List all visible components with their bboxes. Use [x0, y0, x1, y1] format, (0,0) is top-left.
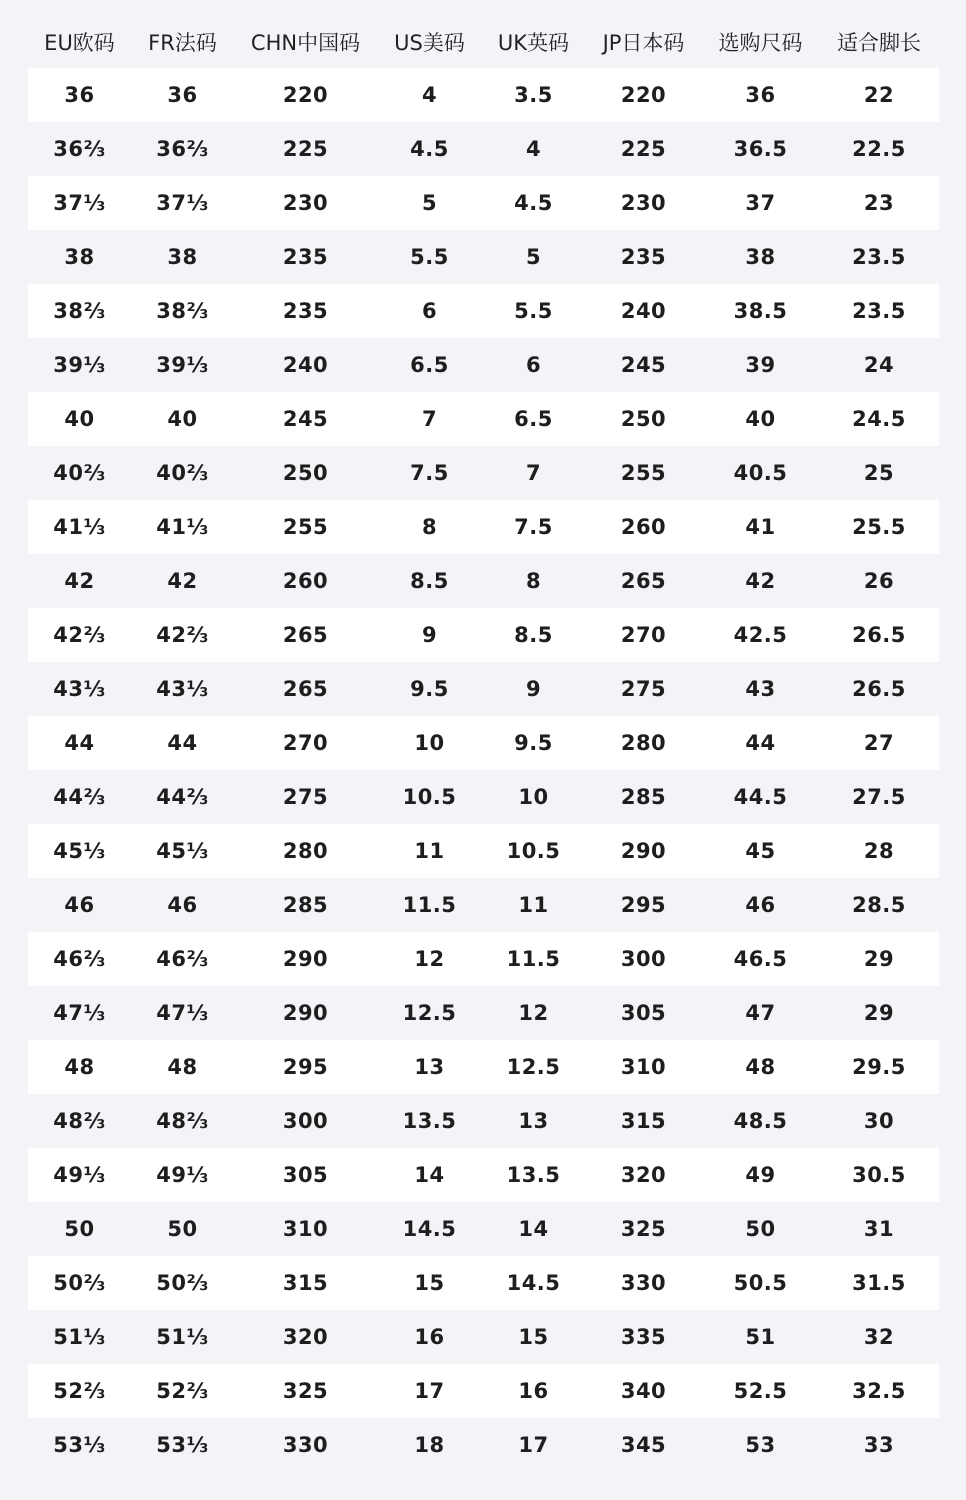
cell-chn: 310: [282, 1217, 329, 1241]
cell-foot-length: 32.5: [852, 1379, 906, 1403]
cell-chn: 220: [282, 83, 329, 107]
cell-us: 9: [421, 623, 438, 647]
cell-eu: 48⅔: [53, 1109, 106, 1133]
cell-foot-length: 26: [863, 569, 895, 593]
cell-eu: 40⅔: [53, 461, 106, 485]
cell-chn: 285: [282, 893, 329, 917]
cell-jp: 220: [620, 83, 667, 107]
cell-foot-length: 28: [863, 839, 895, 863]
cell-foot-length: 31: [863, 1217, 895, 1241]
cell-us: 16: [414, 1325, 445, 1349]
cell-purchase-size: 50: [745, 1217, 776, 1241]
cell-eu: 50: [64, 1217, 95, 1241]
cell-us: 17: [414, 1379, 445, 1403]
cell-eu: 45⅓: [53, 839, 106, 863]
cell-chn: 280: [282, 839, 329, 863]
cell-uk: 10.5: [506, 839, 561, 863]
cell-foot-length: 27.5: [852, 785, 906, 809]
cell-foot-length: 23.5: [852, 299, 906, 323]
cell-eu: 50⅔: [53, 1271, 106, 1295]
cell-eu: 41⅓: [53, 515, 106, 539]
cell-jp: 290: [620, 839, 667, 863]
cell-fr: 40⅔: [156, 461, 209, 485]
cell-us: 15: [414, 1271, 445, 1295]
table-row: [28, 770, 939, 824]
column-header-us: US美码: [394, 31, 465, 55]
cell-us: 7.5: [410, 461, 449, 485]
cell-purchase-size: 52.5: [733, 1379, 788, 1403]
column-header-jp: JP日本码: [602, 31, 685, 55]
cell-chn: 240: [282, 353, 329, 377]
column-header-uk: UK英码: [497, 31, 570, 55]
table-row: [28, 1418, 939, 1472]
cell-chn: 320: [282, 1325, 329, 1349]
table-row: [28, 338, 939, 392]
cell-purchase-size: 41: [745, 515, 776, 539]
cell-foot-length: 29: [863, 1001, 895, 1025]
cell-purchase-size: 44.5: [733, 785, 788, 809]
cell-uk: 9.5: [514, 731, 553, 755]
cell-jp: 235: [620, 245, 667, 269]
cell-chn: 295: [282, 1055, 329, 1079]
cell-us: 8: [421, 515, 438, 539]
cell-foot-length: 30.5: [852, 1163, 906, 1187]
cell-uk: 13: [518, 1109, 549, 1133]
cell-purchase-size: 49: [745, 1163, 776, 1187]
cell-eu: 53⅓: [53, 1433, 106, 1457]
table-header: [28, 16, 939, 68]
cell-eu: 36⅔: [53, 137, 106, 161]
cell-us: 7: [421, 407, 438, 431]
cell-eu: 52⅔: [53, 1379, 106, 1403]
cell-fr: 36⅔: [156, 137, 209, 161]
cell-chn: 330: [282, 1433, 329, 1457]
cell-eu: 49⅓: [53, 1163, 106, 1187]
cell-chn: 275: [282, 785, 329, 809]
column-header-eu: EU欧码: [44, 31, 115, 55]
cell-purchase-size: 36.5: [733, 137, 788, 161]
cell-us: 10.5: [402, 785, 457, 809]
cell-chn: 250: [282, 461, 329, 485]
cell-fr: 42⅔: [156, 623, 209, 647]
table-row: [28, 392, 939, 446]
cell-eu: 39⅓: [53, 353, 106, 377]
cell-fr: 46⅔: [156, 947, 209, 971]
cell-chn: 235: [282, 299, 329, 323]
cell-chn: 305: [282, 1163, 329, 1187]
cell-purchase-size: 44: [745, 731, 776, 755]
cell-eu: 48: [64, 1055, 95, 1079]
cell-jp: 325: [620, 1217, 667, 1241]
cell-jp: 225: [620, 137, 667, 161]
cell-fr: 41⅓: [156, 515, 209, 539]
cell-foot-length: 29.5: [852, 1055, 906, 1079]
cell-chn: 315: [282, 1271, 329, 1295]
cell-purchase-size: 48: [745, 1055, 776, 1079]
cell-eu: 42⅔: [53, 623, 106, 647]
cell-eu: 44⅔: [53, 785, 106, 809]
cell-us: 18: [414, 1433, 445, 1457]
cell-fr: 44⅔: [156, 785, 209, 809]
cell-us: 6.5: [410, 353, 449, 377]
cell-chn: 260: [282, 569, 329, 593]
cell-foot-length: 22: [863, 83, 895, 107]
table-row: [28, 500, 939, 554]
cell-jp: 265: [620, 569, 667, 593]
table-row: [28, 662, 939, 716]
cell-us: 4.5: [410, 137, 449, 161]
table-row: [28, 1148, 939, 1202]
cell-purchase-size: 45: [745, 839, 776, 863]
cell-uk: 9: [525, 677, 542, 701]
cell-jp: 245: [620, 353, 667, 377]
cell-uk: 7.5: [514, 515, 553, 539]
cell-purchase-size: 39: [745, 353, 776, 377]
table-row: [28, 1202, 939, 1256]
cell-purchase-size: 47: [745, 1001, 776, 1025]
table-row: [28, 932, 939, 986]
cell-jp: 305: [620, 1001, 667, 1025]
cell-purchase-size: 36: [745, 83, 776, 107]
cell-uk: 14: [518, 1217, 549, 1241]
cell-uk: 5: [525, 245, 542, 269]
cell-foot-length: 24: [863, 353, 895, 377]
cell-uk: 10: [518, 785, 549, 809]
cell-us: 13: [414, 1055, 445, 1079]
cell-purchase-size: 53: [745, 1433, 776, 1457]
column-header-foot-length: 适合脚长: [837, 31, 921, 55]
cell-chn: 245: [282, 407, 329, 431]
cell-fr: 38: [167, 245, 198, 269]
cell-purchase-size: 51: [745, 1325, 776, 1349]
cell-foot-length: 23.5: [852, 245, 906, 269]
cell-jp: 310: [620, 1055, 667, 1079]
cell-fr: 52⅔: [156, 1379, 209, 1403]
table-row: [28, 230, 939, 284]
cell-us: 5.5: [410, 245, 449, 269]
cell-fr: 44: [167, 731, 198, 755]
cell-us: 12: [414, 947, 445, 971]
cell-jp: 300: [620, 947, 667, 971]
cell-foot-length: 32: [863, 1325, 895, 1349]
cell-uk: 15: [518, 1325, 549, 1349]
cell-foot-length: 26.5: [852, 677, 906, 701]
column-header-purchase-size: 选购尺码: [718, 31, 803, 55]
cell-uk: 4: [525, 137, 542, 161]
cell-us: 6: [421, 299, 438, 323]
cell-chn: 290: [282, 1001, 329, 1025]
cell-uk: 6.5: [514, 407, 553, 431]
cell-uk: 12.5: [506, 1055, 561, 1079]
cell-purchase-size: 43: [745, 677, 776, 701]
cell-us: 14.5: [402, 1217, 457, 1241]
cell-chn: 255: [282, 515, 329, 539]
cell-eu: 36: [64, 83, 95, 107]
cell-purchase-size: 48.5: [733, 1109, 788, 1133]
cell-chn: 225: [282, 137, 329, 161]
cell-eu: 51⅓: [53, 1325, 106, 1349]
cell-foot-length: 25: [863, 461, 895, 485]
cell-uk: 4.5: [514, 191, 553, 215]
table-row: [28, 446, 939, 500]
cell-purchase-size: 40.5: [733, 461, 788, 485]
cell-eu: 46: [64, 893, 95, 917]
cell-jp: 295: [620, 893, 667, 917]
cell-purchase-size: 46.5: [733, 947, 788, 971]
cell-jp: 280: [620, 731, 667, 755]
cell-fr: 47⅓: [156, 1001, 209, 1025]
cell-uk: 6: [525, 353, 542, 377]
table-row: [28, 1094, 939, 1148]
cell-fr: 50: [167, 1217, 198, 1241]
cell-chn: 300: [282, 1109, 329, 1133]
cell-foot-length: 33: [863, 1433, 895, 1457]
cell-eu: 38: [64, 245, 95, 269]
cell-jp: 275: [620, 677, 667, 701]
cell-uk: 5.5: [514, 299, 553, 323]
cell-chn: 290: [282, 947, 329, 971]
cell-chn: 325: [282, 1379, 329, 1403]
cell-eu: 46⅔: [53, 947, 106, 971]
cell-purchase-size: 42: [745, 569, 776, 593]
cell-jp: 250: [620, 407, 667, 431]
cell-purchase-size: 38.5: [733, 299, 788, 323]
cell-fr: 49⅓: [156, 1163, 209, 1187]
cell-foot-length: 24.5: [852, 407, 906, 431]
cell-fr: 51⅓: [156, 1325, 209, 1349]
cell-uk: 13.5: [506, 1163, 561, 1187]
cell-fr: 50⅔: [156, 1271, 209, 1295]
table-row: [28, 1310, 939, 1364]
cell-fr: 38⅔: [156, 299, 209, 323]
column-header-chn: CHN中国码: [250, 31, 361, 55]
cell-jp: 270: [620, 623, 667, 647]
cell-purchase-size: 40: [745, 407, 776, 431]
cell-chn: 265: [282, 623, 329, 647]
cell-foot-length: 26.5: [852, 623, 906, 647]
table-row: [28, 176, 939, 230]
cell-fr: 48⅔: [156, 1109, 209, 1133]
cell-uk: 11: [518, 893, 549, 917]
cell-eu: 44: [64, 731, 95, 755]
cell-uk: 17: [518, 1433, 549, 1457]
cell-purchase-size: 50.5: [733, 1271, 788, 1295]
table-body: [28, 68, 939, 1472]
cell-us: 4: [421, 83, 438, 107]
cell-uk: 8.5: [514, 623, 553, 647]
cell-jp: 255: [620, 461, 667, 485]
cell-purchase-size: 37: [745, 191, 776, 215]
cell-fr: 42: [167, 569, 198, 593]
column-header-fr: FR法码: [148, 31, 217, 55]
cell-eu: 43⅓: [53, 677, 106, 701]
cell-chn: 270: [282, 731, 329, 755]
cell-chn: 235: [282, 245, 329, 269]
table-row: [28, 1364, 939, 1418]
cell-fr: 43⅓: [156, 677, 209, 701]
cell-chn: 230: [282, 191, 329, 215]
cell-fr: 48: [167, 1055, 198, 1079]
table-row: [28, 122, 939, 176]
table-row: [28, 608, 939, 662]
cell-uk: 3.5: [514, 83, 553, 107]
shoe-size-table: [28, 16, 939, 1472]
cell-eu: 42: [64, 569, 95, 593]
cell-purchase-size: 42.5: [733, 623, 788, 647]
table-row: [28, 878, 939, 932]
cell-uk: 7: [525, 461, 542, 485]
cell-uk: 14.5: [506, 1271, 561, 1295]
cell-chn: 265: [282, 677, 329, 701]
table-row: [28, 986, 939, 1040]
cell-fr: 37⅓: [156, 191, 209, 215]
table-row: [28, 554, 939, 608]
cell-jp: 340: [620, 1379, 667, 1403]
cell-eu: 37⅓: [53, 191, 106, 215]
cell-us: 14: [414, 1163, 445, 1187]
cell-us: 13.5: [402, 1109, 457, 1133]
cell-fr: 45⅓: [156, 839, 209, 863]
cell-eu: 38⅔: [53, 299, 106, 323]
cell-purchase-size: 46: [745, 893, 776, 917]
table-row: [28, 824, 939, 878]
cell-fr: 39⅓: [156, 353, 209, 377]
cell-foot-length: 25.5: [852, 515, 906, 539]
cell-jp: 285: [620, 785, 667, 809]
cell-us: 12.5: [402, 1001, 457, 1025]
cell-jp: 345: [620, 1433, 667, 1457]
cell-us: 11.5: [402, 893, 457, 917]
cell-foot-length: 30: [863, 1109, 895, 1133]
cell-fr: 40: [167, 407, 198, 431]
cell-jp: 335: [620, 1325, 667, 1349]
cell-us: 5: [421, 191, 438, 215]
cell-jp: 315: [620, 1109, 667, 1133]
cell-foot-length: 31.5: [852, 1271, 906, 1295]
cell-foot-length: 22.5: [852, 137, 906, 161]
cell-us: 9.5: [410, 677, 449, 701]
cell-us: 10: [414, 731, 445, 755]
cell-purchase-size: 38: [745, 245, 776, 269]
cell-fr: 36: [167, 83, 198, 107]
table-row: [28, 1040, 939, 1094]
cell-foot-length: 27: [863, 731, 895, 755]
table-row: [28, 1256, 939, 1310]
cell-uk: 16: [518, 1379, 549, 1403]
cell-jp: 320: [620, 1163, 667, 1187]
table-row: [28, 284, 939, 338]
cell-eu: 47⅓: [53, 1001, 106, 1025]
table-row: [28, 716, 939, 770]
cell-fr: 53⅓: [156, 1433, 209, 1457]
cell-fr: 46: [167, 893, 198, 917]
cell-foot-length: 28.5: [852, 893, 906, 917]
cell-jp: 240: [620, 299, 667, 323]
cell-jp: 260: [620, 515, 667, 539]
cell-foot-length: 29: [863, 947, 895, 971]
cell-us: 11: [414, 839, 445, 863]
cell-jp: 230: [620, 191, 667, 215]
cell-uk: 11.5: [506, 947, 561, 971]
cell-foot-length: 23: [863, 191, 895, 215]
cell-uk: 8: [525, 569, 542, 593]
table-row: [28, 68, 939, 122]
cell-eu: 40: [64, 407, 95, 431]
cell-uk: 12: [518, 1001, 549, 1025]
cell-jp: 330: [620, 1271, 667, 1295]
cell-us: 8.5: [410, 569, 449, 593]
